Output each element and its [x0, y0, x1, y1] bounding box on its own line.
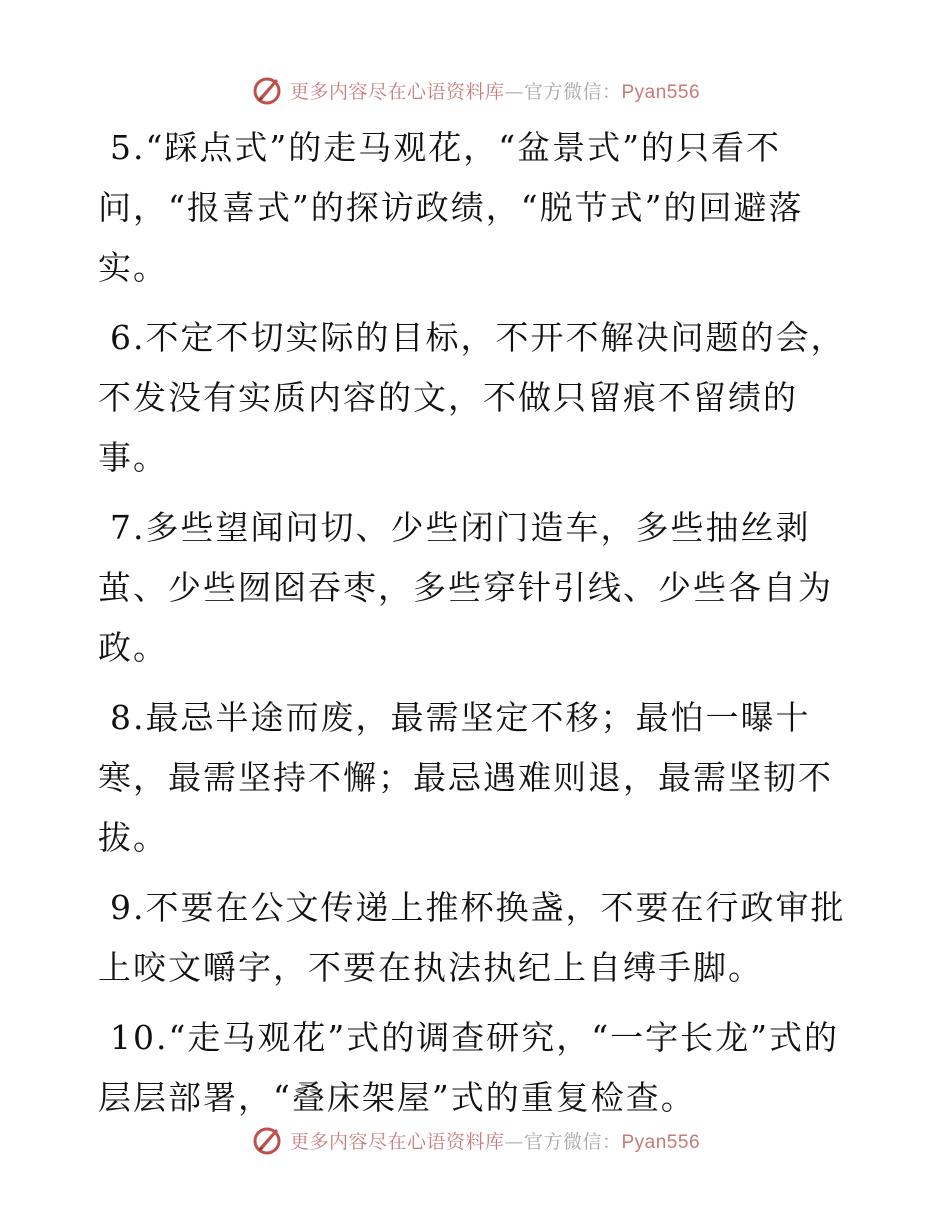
item-text: 不定不切实际的目标，不开不解决问题的会，不发没有实质内容的文，不做只留痕不留绩的事。 — [98, 318, 846, 477]
document-body — [98, 118, 858, 1138]
item-text: 不要在公文传递上推杯换盏，不要在行政审批上咬文嚼字，不要在执法执纪上自缚手脚。 — [98, 888, 846, 987]
item-number: 6. — [110, 318, 146, 357]
footer-banner — [0, 1120, 950, 1160]
header-banner — [0, 70, 950, 110]
banner-text — [290, 1127, 700, 1154]
banner-main-text: 更多内容尽在心语资料库 — [289, 80, 505, 103]
quill-pen-logo-icon — [250, 73, 284, 107]
list-item — [98, 308, 858, 488]
item-number: 7. — [110, 508, 146, 547]
list-item — [98, 498, 858, 678]
item-text: “踩点式”的走马观花，“盆景式”的只看不问，“报喜式”的探访政绩，“脱节式”的回避落实。 — [98, 128, 804, 287]
banner-dash: — — [504, 80, 524, 103]
item-text: 多些望闻问切、少些闭门造车，多些抽丝剥茧、少些囫囵吞枣，多些穿针引线、少些各自为政。 — [98, 508, 833, 667]
item-number: 5. — [110, 128, 146, 167]
item-text: 最忌半途而废，最需坚定不移；最怕一曝十寒，最需坚持不懈；最忌遇难则退，最需坚韧不拔。 — [98, 698, 833, 857]
list-item — [98, 688, 858, 868]
banner-sub-text: 官方微信： — [523, 1130, 622, 1153]
banner-main-text: 更多内容尽在心语资料库 — [289, 1130, 505, 1153]
item-number: 9. — [110, 888, 146, 927]
list-item — [98, 118, 858, 298]
banner-dash: — — [504, 1130, 524, 1153]
banner-wechat-id: Pyan556 — [621, 81, 701, 103]
list-item — [98, 1008, 858, 1128]
item-number: 10. — [110, 1018, 169, 1057]
quill-pen-logo-icon — [250, 1123, 284, 1157]
list-item — [98, 878, 858, 998]
banner-text — [290, 77, 700, 104]
item-number: 8. — [110, 698, 146, 737]
banner-sub-text: 官方微信： — [523, 80, 622, 103]
item-text: “走马观花”式的调查研究，“一字长龙”式的层层部署，“叠床架屋”式的重复检查。 — [98, 1018, 839, 1117]
banner-wechat-id: Pyan556 — [621, 1131, 701, 1153]
